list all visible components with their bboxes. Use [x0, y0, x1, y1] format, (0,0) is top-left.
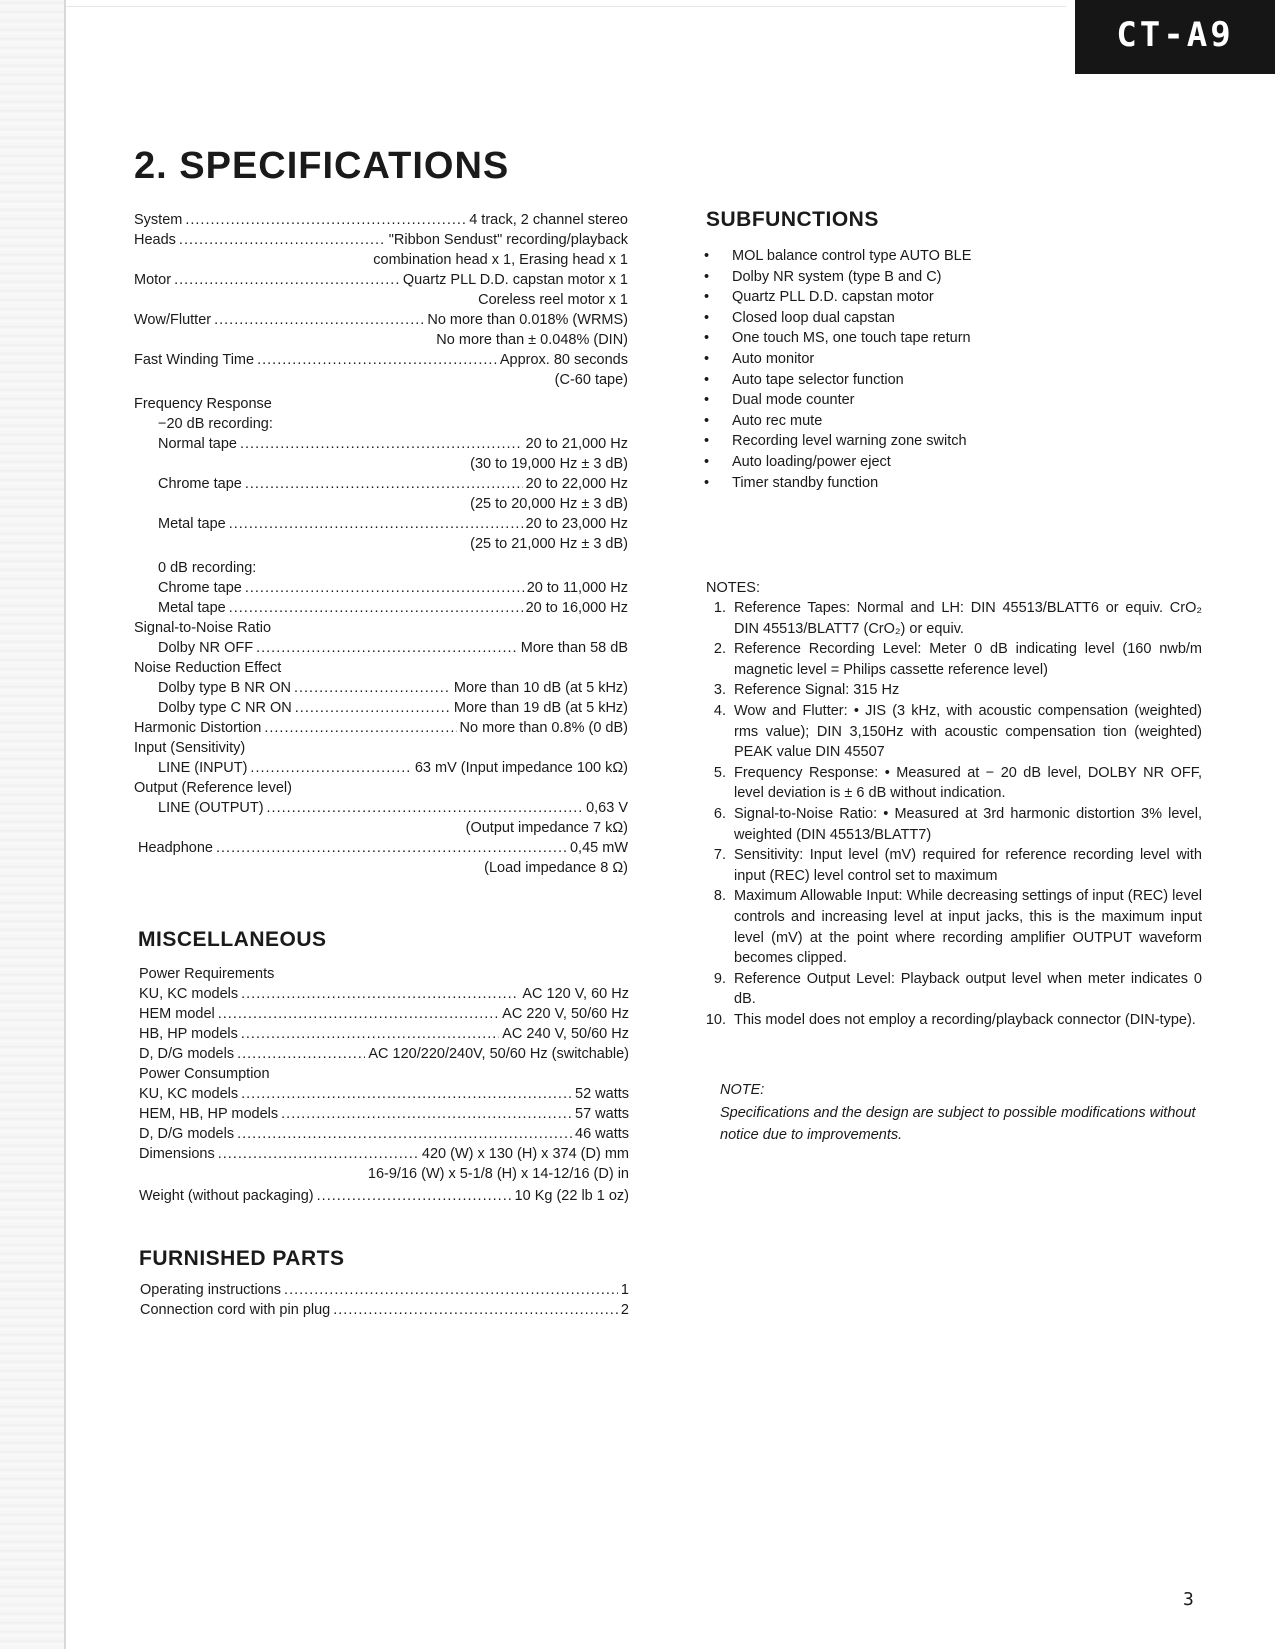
spec-wow — [134, 310, 628, 330]
spec-label: D, D/G models — [139, 1126, 235, 1142]
spec-freq-chrome0 — [158, 578, 628, 598]
spec-label: Chrome tape — [158, 476, 242, 492]
dot-leader — [264, 718, 456, 738]
note-item — [700, 598, 1202, 639]
spec-label: Chrome tape — [158, 580, 242, 596]
misc-hem-hb-hp-w — [139, 1104, 629, 1124]
dot-leader — [267, 798, 584, 818]
subfunctions-list — [704, 246, 1224, 493]
note-item — [700, 639, 1202, 680]
note-number: 2. — [713, 641, 726, 658]
spec-label: Motor — [134, 272, 172, 288]
note-item — [700, 701, 1202, 763]
spec-headphone — [138, 838, 628, 858]
spec-value: No more than 0.8% (0 dB) — [459, 720, 628, 736]
spec-value: AC 240 V, 50/60 Hz — [502, 1026, 629, 1042]
note-text: Sensitivity: Input level (mV) required for reference recording level with input (REC) level control set to maximum — [734, 847, 1202, 884]
spec-label: Harmonic Distortion — [134, 720, 262, 736]
spec-value: Quartz PLL D.D. capstan motor x 1 — [402, 272, 628, 288]
note-item — [700, 969, 1202, 1010]
spec-value: 0,45 mW — [569, 840, 628, 856]
note-number: 5. — [713, 764, 726, 781]
spec-output-label: Output (Reference level) — [134, 780, 292, 796]
spec-freq-label: Frequency Response — [134, 396, 272, 412]
spec-label: System — [134, 212, 183, 228]
dot-leader — [237, 1124, 572, 1144]
spec-value: "Ribbon Sendust" recording/playback — [388, 232, 628, 248]
scan-edge — [0, 0, 66, 1649]
note-text: Reference Recording Level: Meter 0 dB indicating level (160 nwb/m magnetic level = Philips cassette reference level) — [734, 641, 1202, 678]
misc-ku-kc-w — [139, 1084, 629, 1104]
spec-label: D, D/G models — [139, 1046, 235, 1062]
spec-value: 420 (W) x 130 (H) x 374 (D) mm — [421, 1146, 629, 1162]
spec-value: 10 Kg (22 lb 1 oz) — [514, 1188, 629, 1204]
list-item: • Auto tape selector function — [704, 370, 1224, 391]
furnished-item — [140, 1300, 629, 1320]
spec-value: More than 58 dB — [520, 640, 628, 656]
spec-label: Dimensions — [139, 1146, 215, 1162]
note-text: Signal-to-Noise Ratio: • Measured at 3rd harmonic distortion 3% level, weighted (DIN 45513/BLATT7) — [734, 805, 1202, 843]
spec-heads — [134, 230, 628, 250]
dot-leader — [241, 984, 519, 1004]
spec-label: Wow/Flutter — [134, 312, 212, 328]
spec-value: AC 120 V, 60 Hz — [522, 986, 629, 1002]
note-item — [700, 845, 1202, 886]
note-item — [700, 680, 1202, 701]
notes-label: NOTES: — [706, 580, 760, 596]
dot-leader — [295, 698, 451, 718]
dot-leader — [294, 678, 451, 698]
spec-label: Metal tape — [158, 600, 226, 616]
dot-leader — [185, 210, 466, 230]
spec-label: Dolby type B NR ON — [158, 680, 291, 696]
spec-value: More than 19 dB (at 5 kHz) — [453, 700, 628, 716]
spec-label: Dolby NR OFF — [158, 640, 254, 656]
note-number: 4. — [713, 702, 726, 719]
spec-value: 2 — [620, 1302, 629, 1318]
dot-leader — [218, 1004, 499, 1024]
spec-value: 52 watts — [575, 1086, 629, 1102]
spec-label: KU, KC models — [139, 1086, 239, 1102]
dot-leader — [216, 838, 567, 858]
dot-leader — [245, 578, 524, 598]
spec-label: LINE (OUTPUT) — [158, 800, 264, 816]
spec-value: 20 to 21,000 Hz — [525, 436, 628, 452]
spec-input-label: Input (Sensitivity) — [134, 740, 246, 756]
spec-nre-label: Noise Reduction Effect — [134, 660, 282, 676]
spec-freq-normal — [158, 434, 628, 454]
note-text: Maximum Allowable Input: While decreasing settings of input (REC) level controls and increasing level at input jacks, this is the maximum input level (mV) at the point where recording amplifier OUTPUT waveform becomes clipped. — [734, 888, 1202, 967]
list-item: • One touch MS, one touch tape return — [704, 328, 1224, 349]
note-text: Reference Signal: 315 Hz — [734, 682, 900, 699]
spec-wow-cont: No more than ± 0.048% (DIN) — [436, 332, 628, 348]
spec-value: 20 to 23,000 Hz — [525, 516, 628, 532]
furnished-heading: FURNISHED PARTS — [139, 1247, 345, 1270]
note-number: 7. — [713, 847, 726, 864]
misc-dimensions-cont: 16-9/16 (W) x 5-1/8 (H) x 14-12/16 (D) in — [367, 1166, 629, 1182]
dot-leader — [245, 474, 523, 494]
dot-leader — [214, 310, 424, 330]
spec-value: 4 track, 2 channel stereo — [469, 212, 628, 228]
dot-leader — [250, 758, 411, 778]
note-item — [700, 763, 1202, 804]
list-item: • Auto loading/power eject — [704, 452, 1224, 473]
note-number: 3. — [713, 682, 726, 699]
spec-nre-c — [158, 698, 628, 718]
spec-value: Approx. 80 seconds — [499, 352, 628, 368]
misc-power-cons: Power Consumption — [139, 1066, 270, 1082]
misc-hb-hp — [139, 1024, 629, 1044]
spec-value: 20 to 22,000 Hz — [525, 476, 628, 492]
list-item: • Closed loop dual capstan — [704, 308, 1224, 329]
dot-leader — [229, 514, 523, 534]
spec-label: KU, KC models — [139, 986, 239, 1002]
dot-leader — [317, 1186, 512, 1206]
spec-value: 1 — [620, 1282, 629, 1298]
misc-heading: MISCELLANEOUS — [138, 928, 327, 951]
spec-output-cont: (Output impedance 7 kΩ) — [465, 820, 628, 836]
misc-dg-w — [139, 1124, 629, 1144]
spec-label: Dolby type C NR ON — [158, 700, 292, 716]
spec-snr-label: Signal-to-Noise Ratio — [134, 620, 272, 636]
list-item: • Recording level warning zone switch — [704, 431, 1224, 452]
dot-leader — [218, 1144, 419, 1164]
list-item: • Auto monitor — [704, 349, 1224, 370]
spec-label: Normal tape — [158, 436, 237, 452]
note-number: 6. — [713, 805, 726, 822]
spec-fast-winding-cont: (C-60 tape) — [554, 372, 628, 388]
spec-label: Weight (without packaging) — [139, 1188, 314, 1204]
note-number: 8. — [713, 888, 726, 905]
note-text: Frequency Response: • Measured at − 20 dB level, DOLBY NR OFF, level deviation is ± 6 dB without indication. — [734, 764, 1202, 802]
spec-label: Fast Winding Time — [134, 352, 255, 368]
spec-freq-metal — [158, 514, 628, 534]
spec-system — [134, 210, 628, 230]
spec-heads-cont: combination head x 1, Erasing head x 1 — [373, 252, 628, 268]
spec-label: HEM model — [139, 1006, 215, 1022]
spec-label: Operating instructions — [140, 1282, 282, 1298]
note-text-italic: Specifications and the design are subject to possible modifications without notice due to improvements. — [720, 1105, 1196, 1143]
note-number: 1. — [713, 600, 726, 616]
misc-dg — [139, 1044, 629, 1064]
spec-snr-off — [158, 638, 628, 658]
page-title: 2. SPECIFICATIONS — [134, 145, 510, 187]
misc-weight — [139, 1186, 629, 1206]
furnished-item — [140, 1280, 629, 1300]
spec-value: AC 220 V, 50/60 Hz — [502, 1006, 629, 1022]
spec-label: HB, HP models — [139, 1026, 238, 1042]
dot-leader — [284, 1280, 618, 1300]
misc-ku-kc — [139, 984, 629, 1004]
list-item: • Dual mode counter — [704, 390, 1224, 411]
spec-value: 46 watts — [575, 1126, 629, 1142]
spec-label: Metal tape — [158, 516, 226, 532]
note-item — [700, 886, 1202, 968]
spec-motor — [134, 270, 628, 290]
spec-label: Heads — [134, 232, 176, 248]
dot-leader — [240, 434, 523, 454]
dot-leader — [179, 230, 386, 250]
spec-freq-zero: 0 dB recording: — [158, 560, 257, 576]
note-number: 9. — [713, 970, 726, 987]
spec-value: 63 mV (Input impedance 100 kΩ) — [414, 760, 628, 776]
spec-label: Headphone — [138, 840, 213, 856]
spec-label: LINE (INPUT) — [158, 760, 248, 776]
note-text: Reference Output Level: Playback output level when meter indicates 0 dB. — [734, 970, 1202, 1008]
spec-value: AC 120/220/240V, 50/60 Hz (switchable) — [368, 1046, 629, 1062]
dot-leader — [333, 1300, 618, 1320]
misc-power-req: Power Requirements — [139, 966, 275, 982]
spec-motor-cont: Coreless reel motor x 1 — [478, 292, 628, 308]
note-title: NOTE: — [720, 1082, 765, 1098]
spec-value: 57 watts — [575, 1106, 629, 1122]
note-item — [700, 804, 1202, 845]
spec-headphone-cont: (Load impedance 8 Ω) — [484, 860, 628, 876]
dot-leader — [174, 270, 400, 290]
spec-value: 0,63 V — [586, 800, 628, 816]
list-item: • Timer standby function — [704, 473, 1224, 494]
note-text: Wow and Flutter: • JIS (3 kHz, with acoustic compensation (weighted) rms value); DIN 3,150Hz with acoustic compensation tion (weighted) PEAK value DIN 45507 — [734, 702, 1202, 761]
note-text: This model does not employ a recording/playback connector (DIN-type). — [734, 1011, 1196, 1028]
spec-label: HEM, HB, HP models — [139, 1106, 279, 1122]
spec-freq-minus20: −20 dB recording: — [158, 416, 273, 432]
misc-hem — [139, 1004, 629, 1024]
misc-dimensions — [139, 1144, 629, 1164]
dot-leader — [257, 350, 497, 370]
spec-freq-chrome-cont: (25 to 20,000 Hz ± 3 dB) — [470, 496, 628, 512]
dot-leader — [229, 598, 523, 618]
spec-output-line — [158, 798, 628, 818]
dot-leader — [237, 1044, 365, 1064]
list-item: • Auto rec mute — [704, 411, 1224, 432]
dot-leader — [241, 1084, 572, 1104]
spec-fast-winding — [134, 350, 628, 370]
note-item — [700, 1010, 1202, 1031]
spec-value: No more than 0.018% (WRMS) — [427, 312, 628, 328]
spec-value: 20 to 11,000 Hz — [526, 580, 628, 596]
list-item: • Quartz PLL D.D. capstan motor — [704, 287, 1224, 308]
dot-leader — [241, 1024, 499, 1044]
dot-leader — [281, 1104, 572, 1124]
notes-list — [700, 598, 1202, 1030]
spec-freq-metal0 — [158, 598, 628, 618]
spec-freq-normal-cont: (30 to 19,000 Hz ± 3 dB) — [470, 456, 628, 472]
spec-freq-metal-cont: (25 to 21,000 Hz ± 3 dB) — [470, 536, 628, 552]
spec-input-line — [158, 758, 628, 778]
spec-nre-b — [158, 678, 628, 698]
top-rule — [66, 6, 1066, 7]
list-item: • Dolby NR system (type B and C) — [704, 267, 1224, 288]
spec-label: Connection cord with pin plug — [140, 1302, 331, 1318]
note-text: Reference Tapes: Normal and LH: DIN 45513/BLATT6 or equiv. CrO₂ DIN 45513/BLATT7 (CrO₂) or equiv. — [734, 600, 1202, 637]
note-number: 10. — [705, 1011, 726, 1028]
list-item: • MOL balance control type AUTO BLE — [704, 246, 1224, 267]
spec-value: 20 to 16,000 Hz — [525, 600, 628, 616]
subfunctions-heading: SUBFUNCTIONS — [706, 208, 879, 231]
spec-harmonic — [134, 718, 628, 738]
spec-freq-chrome — [158, 474, 628, 494]
dot-leader — [256, 638, 518, 658]
spec-value: More than 10 dB (at 5 kHz) — [453, 680, 628, 696]
model-tab: CT-A9 — [1075, 0, 1275, 74]
page-number: 3 — [1183, 1589, 1194, 1610]
scan-edge-line — [64, 0, 66, 1649]
